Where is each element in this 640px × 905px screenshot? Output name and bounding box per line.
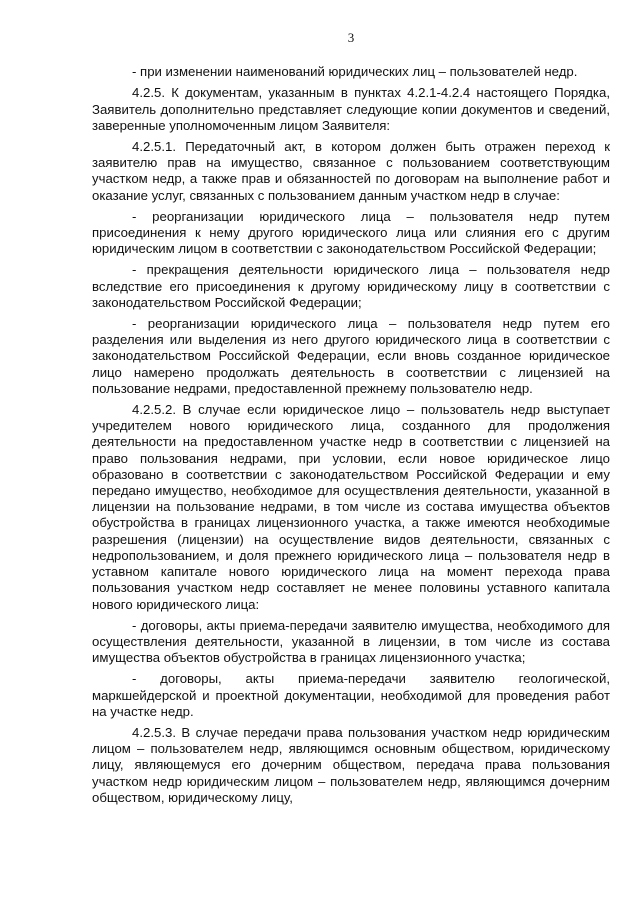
paragraph: - договоры, акты приема-передачи заявителю геологической, маркшейдерской и проектной документации, необходимой для проведения работ на участке недр. [92, 671, 610, 719]
paragraph: 4.2.5.2. В случае если юридическое лицо – пользователь недр выступает учредителем нового юридического лица, созданного для продолжения деятельности на предоставленном участке недр в соответствии с лицензией на право пользования недрами, при условии, если новое юридическое лицо образовано в соответствии с законодательством Российской Федерации и ему передано имущество, необходимое для осуществления деятельности, указанной в лицензии на пользование недрами, в том числе из состава имущества объектов обустройства в границах лицензионного участка, а также имеются необходимые разрешения (лицензии) на осуществление видов деятельности, связанных с недропользованием, и доля прежнего юридического лица – пользователя недр в уставном капитале нового юридического лица на момент перехода права пользования участком недр составляет не менее половины уставного капитала нового юридического лица: [92, 402, 610, 612]
paragraph: - реорганизации юридического лица – пользователя недр путем присоединения к нему другого юридического лица или слияния его с другим юридическим лицом в соответствии с законодательством Российской Федерации; [92, 208, 610, 257]
page-number: 3 [347, 30, 355, 45]
paragraph: - при изменении наименований юридических лиц – пользователей недр. [132, 64, 578, 80]
paragraph: 4.2.5. К документам, указанным в пунктах 4.2.1-4.2.4 настоящего Порядка, Заявитель дополнительно представляет следующие копии документов и сведений, заверенные уполномоченным лицом Заявителя: [92, 85, 610, 133]
paragraph: 4.2.5.1. Передаточный акт, в котором должен быть отражен переход к заявителю прав на имущество, связанное с пользованием соответствующим участком недр, а также прав и обязанностей по договорам на выполнение работ и оказание услуг, связанных с пользованием данным участком недр в случае: [92, 139, 610, 203]
paragraph: - реорганизации юридического лица – пользователя недр путем его разделения или выделения из него другого юридического лица в соответствии с законодательством Российской Федерации, если вновь созданное юридическое лицо намерено продолжать деятельность в соответствии с лицензией на пользование недрами, предоставленной прежнему пользователю недр. [92, 316, 610, 396]
document-body [92, 64, 610, 806]
paragraph: 4.2.5.3. В случае передачи права пользования участком недр юридическим лицом – пользователем недр, являющимся основным обществом, юридическому лицу, являющемуся его дочерним обществом, передача права пользования участком недр юридическим лицом – пользователем недр, являющимся дочерним обществом, юридическому лицу, [92, 724, 610, 805]
paragraph: - прекращения деятельности юридического лица – пользователя недр вследствие его присоединения к другому юридическому лицу в соответствии с законодательством Российской Федерации; [92, 262, 610, 310]
paragraph: - договоры, акты приема-передачи заявителю имущества, необходимого для осуществления деятельности, указанной в лицензии, в том числе из состава имущества объектов обустройства в границах лицензионного участка; [92, 617, 610, 666]
